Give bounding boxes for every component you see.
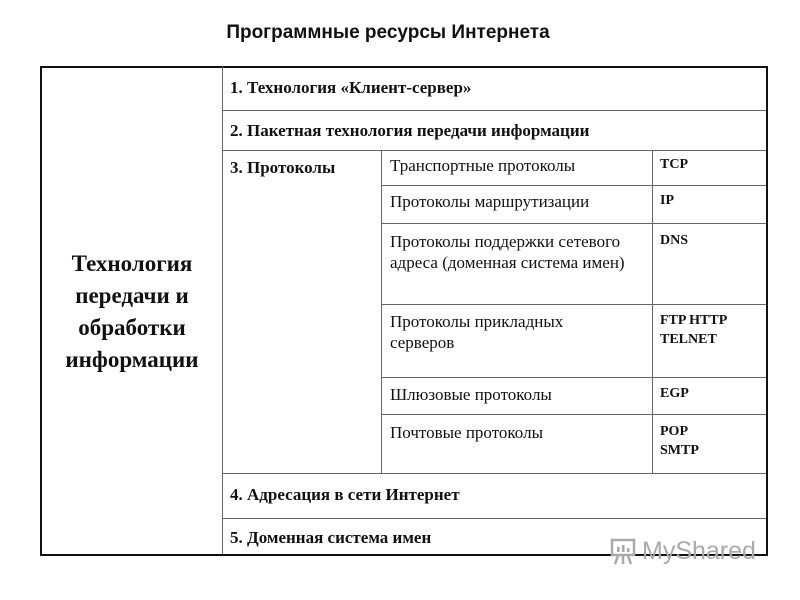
row-5: 5. Доменная система имен — [230, 528, 432, 547]
protocol-codes: POP SMTP — [660, 424, 699, 458]
presentation-board-icon — [608, 536, 638, 566]
row-1: 1. Технология «Клиент-сервер» — [230, 78, 472, 97]
row-3: 3. Протоколы — [230, 158, 336, 177]
protocol-type: Протоколы маршрутизации — [390, 192, 590, 211]
row-4: 4. Адресация в сети Интернет — [230, 485, 460, 504]
protocol-codes: EGP — [660, 386, 689, 401]
divider — [222, 473, 766, 474]
watermark-text: MyShared — [642, 536, 756, 565]
left-heading: Технология передачи и обработки информации — [65, 251, 199, 372]
protocol-type: Шлюзовые протоколы — [390, 385, 552, 404]
divider — [222, 66, 223, 554]
page-title: Программные ресурсы Интернета — [226, 22, 550, 43]
divider — [381, 414, 766, 415]
protocol-type: Транспортные протоколы — [390, 156, 576, 175]
protocol-type: Протоколы поддержки сетевого адреса (доменная система имен) — [390, 232, 625, 272]
protocol-type: Протоколы прикладных серверов — [390, 312, 564, 352]
protocol-codes: FTP HTTP TELNET — [660, 313, 727, 347]
divider — [381, 185, 766, 186]
divider — [381, 150, 382, 473]
divider — [652, 150, 653, 473]
protocol-codes: DNS — [660, 233, 689, 248]
divider — [381, 223, 766, 224]
watermark — [608, 536, 756, 566]
divider — [381, 304, 766, 305]
divider — [381, 377, 766, 378]
divider — [222, 110, 766, 111]
protocol-codes: TCP — [660, 157, 688, 172]
row-2: 2. Пакетная технология передачи информации — [230, 121, 590, 140]
protocol-type: Почтовые протоколы — [390, 423, 543, 442]
protocol-codes: IP — [660, 193, 674, 208]
divider — [222, 518, 766, 519]
divider — [222, 150, 766, 151]
